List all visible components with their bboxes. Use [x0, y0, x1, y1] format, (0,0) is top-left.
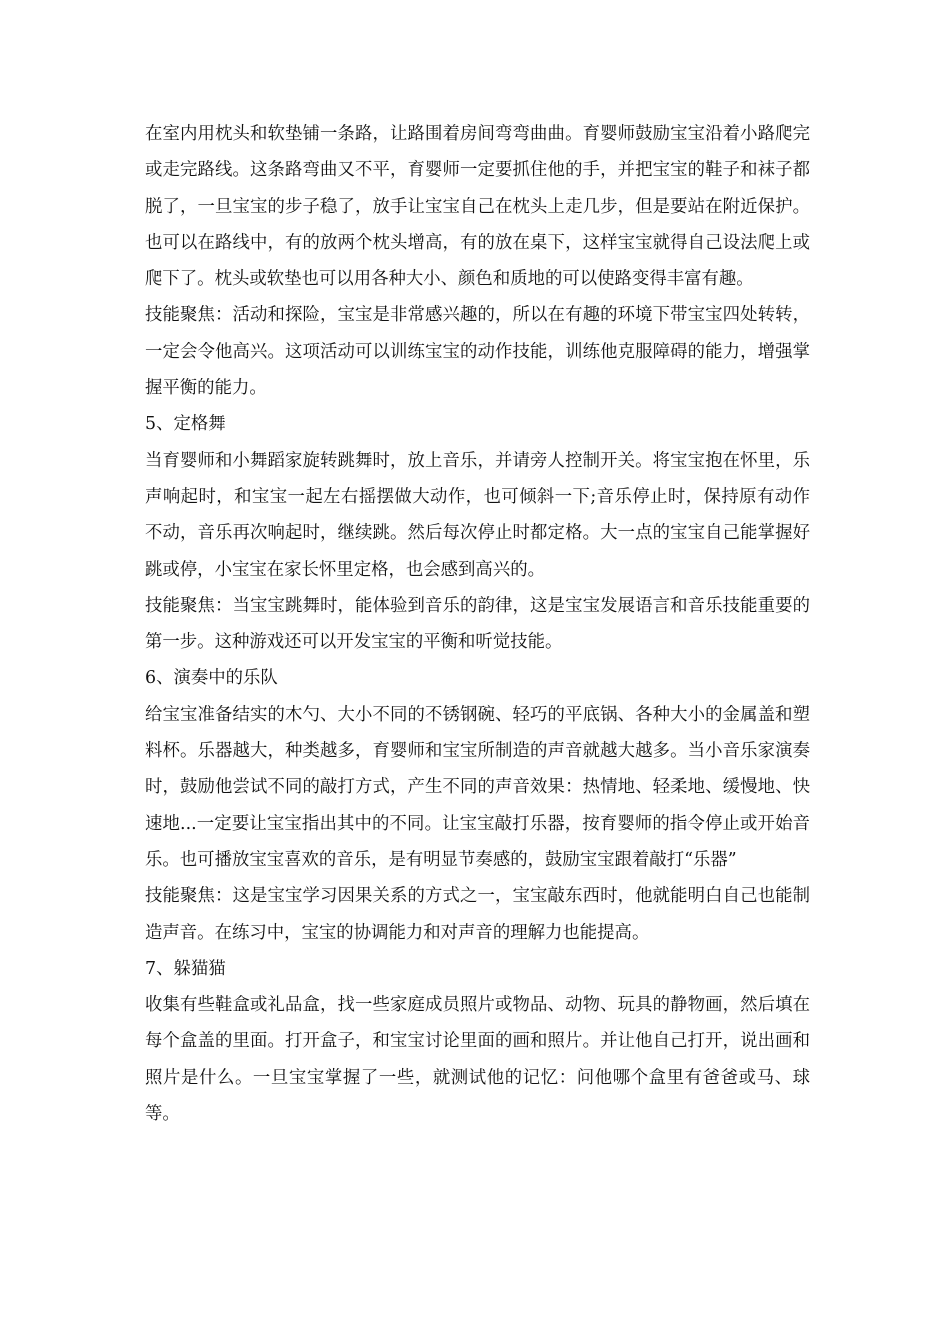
section-heading-peekaboo: 7、躲猫猫 — [145, 958, 226, 979]
paragraph-peekaboo: 收集有些鞋盒或礼品盒，找一些家庭成员照片或物品、动物、玩具的静物画，然后填在每个盒盖的里面。打开盒子，和宝宝讨论里面的画和照片。并让他自己打开，说出画和照片是什么。一旦宝宝掌握了一些，就测试他的记忆：问他哪个盒里有爸爸或马、球等。 — [145, 995, 810, 1125]
document-page — [145, 116, 810, 1132]
paragraph-skill-focus-freeze-dance: 技能聚焦：当宝宝跳舞时，能体验到音乐的韵律，这是宝宝发展语言和音乐技能重要的第一步。这种游戏还可以开发宝宝的平衡和听觉技能。 — [145, 595, 810, 653]
section-heading-band: 6、演奏中的乐队 — [145, 668, 278, 689]
paragraph-skill-focus-pillow-path: 技能聚焦：活动和探险，宝宝是非常感兴趣的，所以在有趣的环境下带宝宝四处转转，一定会令他高兴。这项活动可以训练宝宝的动作技能，训练他克服障碍的能力，增强掌握平衡的能力。 — [145, 305, 810, 399]
paragraph-band: 给宝宝准备结实的木勺、大小不同的不锈钢碗、轻巧的平底锅、各种大小的金属盖和塑料杯。乐器越大，种类越多，育婴师和宝宝所制造的声音就越大越多。当小音乐家演奏时，鼓励他尝试不同的敲打方式，产生不同的声音效果：热情地、轻柔地、缓慢地、快速地...一定要让宝宝指出其中的不同。让宝宝敲打乐器，按育婴师的指令停止或开始音乐。也可播放宝宝喜欢的音乐，是有明显节奏感的，鼓励宝宝跟着敲打“乐器” — [145, 704, 810, 870]
paragraph-pillow-path: 在室内用枕头和软垫铺一条路，让路围着房间弯弯曲曲。育婴师鼓励宝宝沿着小路爬完或走完路线。这条路弯曲又不平，育婴师一定要抓住他的手，并把宝宝的鞋子和袜子都脱了，一旦宝宝的步子稳了，放手让宝宝自己在枕头上走几步，但是要站在附近保护。也可以在路线中，有的放两个枕头增高，有的放在桌下，这样宝宝就得自己设法爬上或爬下了。枕头或软垫也可以用各种大小、颜色和质地的可以使路变得丰富有趣。 — [145, 124, 810, 290]
paragraph-skill-focus-band: 技能聚焦：这是宝宝学习因果关系的方式之一，宝宝敲东西时，他就能明白自己也能制造声音。在练习中，宝宝的协调能力和对声音的理解力也能提高。 — [145, 886, 810, 943]
section-heading-freeze-dance: 5、定格舞 — [145, 414, 226, 435]
paragraph-freeze-dance: 当育婴师和小舞蹈家旋转跳舞时，放上音乐，并请旁人控制开关。将宝宝抱在怀里，乐声响起时，和宝宝一起左右摇摆做大动作，也可倾斜一下;音乐停止时，保持原有动作不动，音乐再次响起时，继续跳。然后每次停止时都定格。大一点的宝宝自己能掌握好跳或停，小宝宝在家长怀里定格，也会感到高兴的。 — [145, 450, 810, 580]
